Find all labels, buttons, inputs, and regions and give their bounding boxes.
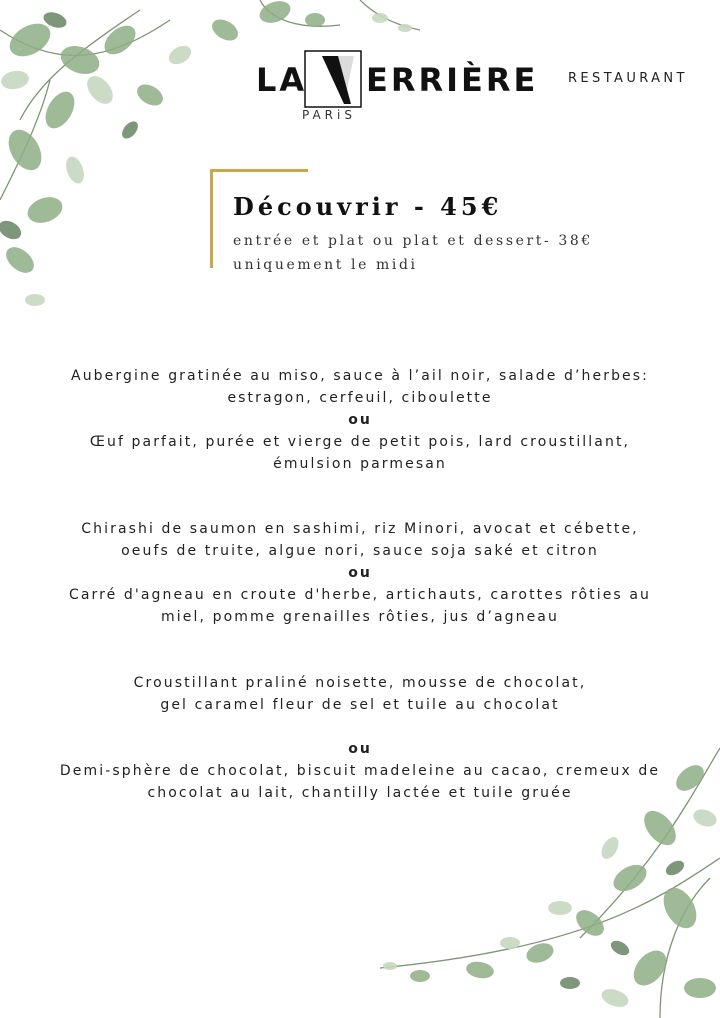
offer-title: Découvrir - 45€ [233, 192, 503, 221]
logo-text-la: LA [256, 61, 308, 99]
offer-subtitle [233, 229, 593, 277]
main-2-line-2: miel, pomme grenailles rôties, jus d’agneau [161, 609, 559, 625]
offer-subtitle-line-2: uniquement le midi [233, 257, 418, 273]
spacer [0, 716, 720, 738]
starter-2-line-1: Œuf parfait, purée et vierge de petit pois, lard croustillant, [89, 434, 631, 450]
starters-section [0, 365, 720, 475]
or-separator: ou [348, 565, 372, 581]
starter-1-line-2: estragon, cerfeuil, ciboulette [227, 390, 493, 406]
or-separator: ou [348, 741, 372, 757]
logo-subtitle-paris: PARiS [302, 108, 356, 122]
logo-v-mark-icon [304, 50, 362, 108]
starter-2-line-2: émulsion parmesan [273, 456, 447, 472]
main-1-line-1: Chirashi de saumon en sashimi, riz Minori, avocat et cébette, [81, 521, 639, 537]
dessert-2-line-1: Demi-sphère de chocolat, biscuit madeleine au cacao, cremeux de [59, 763, 661, 779]
mains-section [0, 518, 720, 628]
dessert-1-line-1: Croustillant praliné noisette, mousse de chocolat, [133, 675, 587, 691]
dessert-1-line-2: gel caramel fleur de sel et tuile au chocolat [160, 697, 560, 713]
logo-text-erriere: ERRIÈRE [366, 61, 539, 99]
or-separator: ou [348, 412, 372, 428]
restaurant-tagline: RESTAURANT [568, 71, 688, 86]
starter-1-line-1: Aubergine gratinée au miso, sauce à l’ail noir, salade d’herbes: [71, 368, 649, 384]
restaurant-logo [256, 48, 539, 128]
dessert-2-line-2: chocolat au lait, chantilly lactée et tuile gruée [147, 785, 573, 801]
desserts-section [0, 672, 720, 804]
main-2-line-1: Carré d'agneau en croute d'herbe, artichauts, carottes rôties au [68, 587, 652, 603]
offer-subtitle-line-1: entrée et plat ou plat et dessert- 38€ [233, 233, 593, 249]
main-1-line-2: oeufs de truite, algue nori, sauce soja saké et citron [121, 543, 599, 559]
